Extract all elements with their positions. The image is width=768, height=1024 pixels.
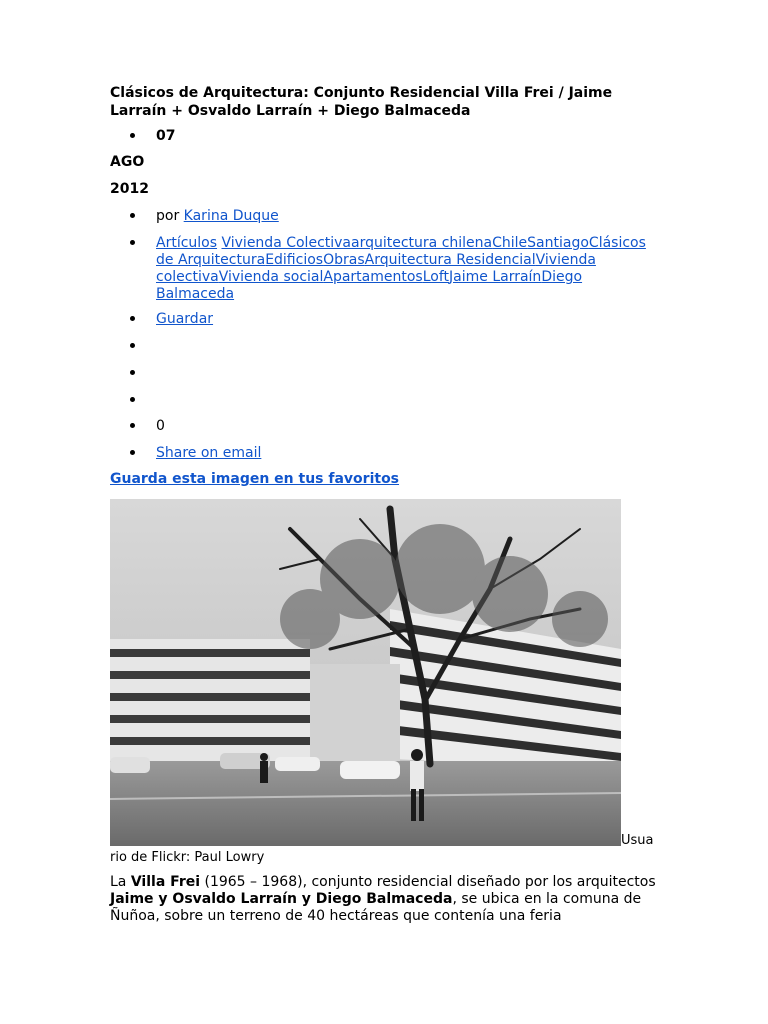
category-link[interactable]: Obras	[323, 252, 365, 268]
bullet-dot	[130, 397, 138, 405]
category-link[interactable]: Vivienda Colectiva	[221, 235, 352, 251]
bullet-dot	[130, 240, 138, 248]
category-link[interactable]: Artículos	[156, 235, 218, 251]
bullet-dot	[130, 213, 138, 221]
category-link[interactable]: Edificios	[265, 252, 324, 268]
category-link[interactable]: Santiago	[527, 235, 589, 251]
photo-credit-end: rio de Flickr: Paul Lowry	[110, 850, 265, 865]
bullet-dot	[130, 450, 138, 458]
date-year: 2012	[110, 181, 149, 197]
category-link[interactable]: Vivienda social	[218, 269, 324, 285]
paragraph-text: , se ubica en la comuna de Ñuñoa, sobre un terreno de 40 hectáreas que contenía una feria	[110, 891, 642, 924]
category-link[interactable]: Loft	[422, 269, 450, 285]
category-list	[156, 235, 661, 303]
category-link[interactable]: Vivienda colectiva	[156, 252, 596, 285]
category-link[interactable]: Jaime Larraín	[449, 269, 542, 285]
author-prefix: por	[156, 208, 180, 224]
comment-count: 0	[156, 418, 165, 434]
villa-frei-photo	[110, 499, 621, 846]
category-link[interactable]: Apartamentos	[323, 269, 423, 285]
paragraph-text: La	[110, 874, 131, 890]
save-item	[156, 311, 213, 328]
article-paragraph	[110, 874, 658, 925]
save-link[interactable]: Guardar	[156, 311, 214, 327]
category-link[interactable]: Chile	[492, 235, 528, 251]
date-month: AGO	[110, 154, 145, 170]
paragraph-text: (1965 – 1968), conjunto residencial diseñado por los arquitectos	[200, 874, 656, 890]
bullet-dot	[130, 133, 138, 141]
photo-credit-start: Usua	[621, 833, 654, 848]
category-link[interactable]: arquitectura chilena	[351, 235, 493, 251]
author-line	[156, 208, 279, 225]
category-link[interactable]: Clásicos de Arquitectura	[156, 235, 646, 268]
article-photo	[110, 499, 621, 846]
bullet-dot	[130, 370, 138, 378]
save-image-link[interactable]: Guarda esta imagen en tus favoritos	[110, 471, 400, 487]
bullet-dot	[130, 316, 138, 324]
bullet-dot	[130, 343, 138, 351]
paragraph-bold: Villa Frei	[130, 874, 201, 890]
category-link[interactable]: Diego Balmaceda	[156, 269, 583, 302]
date-day: 07	[156, 128, 176, 144]
article-title: Clásicos de Arquitectura: Conjunto Residencial Villa Frei / Jaime Larraín + Osvaldo Larraín + Diego Balmaceda	[110, 85, 613, 119]
bullet-dot	[130, 423, 138, 431]
share-email-link[interactable]: Share on email	[156, 445, 262, 461]
paragraph-bold: Jaime y Osvaldo Larraín y Diego Balmaceda	[110, 891, 453, 907]
share-item	[156, 445, 261, 462]
author-link[interactable]: Karina Duque	[183, 208, 279, 224]
category-link[interactable]: Arquitectura Residencial	[364, 252, 536, 268]
